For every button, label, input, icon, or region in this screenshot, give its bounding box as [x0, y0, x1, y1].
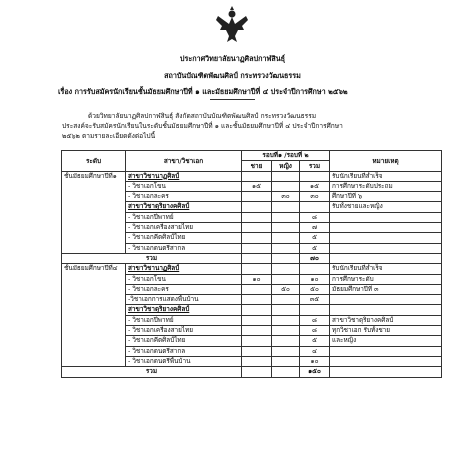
female-cell: ๕๐ — [281, 284, 290, 293]
header-major: สาขา/วิชาเอก — [126, 151, 242, 172]
total-cell-box — [300, 192, 330, 202]
total-cell: ๔ — [312, 346, 317, 355]
female-cell-box — [272, 233, 300, 243]
sum-row — [62, 367, 442, 377]
garuda-emblem-icon — [212, 6, 252, 46]
major-cell: - วิชาเอกดนตรีสากล — [128, 346, 186, 355]
female-cell-box — [272, 284, 300, 294]
level-cell: ชั้นมัธยมศึกษาปีที่๑ — [62, 171, 126, 253]
sum-empty — [330, 367, 442, 377]
male-cell-box — [242, 315, 272, 325]
sum-empty — [242, 253, 272, 263]
female-cell-box — [272, 274, 300, 284]
remark-cell-box — [330, 356, 442, 366]
total-cell-box — [300, 336, 330, 346]
header-level: ระดับ — [62, 151, 126, 172]
female-cell-box — [272, 315, 300, 325]
header-female: หญิง — [272, 161, 300, 171]
sum-value: ๑๕๐ — [300, 367, 330, 377]
major-cell-box — [126, 171, 242, 181]
male-cell-box — [242, 233, 272, 243]
remark-cell-box — [330, 274, 442, 284]
remark-cell: ศึกษาปีที่ ๖ — [332, 192, 363, 201]
remark-cell-box — [330, 212, 442, 222]
remark-cell-box — [330, 295, 442, 305]
major-cell: สาขาวิชานาฏศิลป์ — [128, 264, 180, 273]
table-row — [62, 171, 442, 181]
major-cell: - วิชาเอกปี่พาทย์ — [128, 212, 174, 221]
male-cell-box — [242, 223, 272, 233]
female-cell-box — [272, 223, 300, 233]
major-cell-box — [126, 223, 242, 233]
remark-cell: สาขาวิชาดุริยางคศิลป์ — [332, 315, 394, 324]
total-cell-box — [300, 223, 330, 233]
male-cell-box — [242, 346, 272, 356]
remark-cell: รับนักเรียนที่สำเร็จ — [332, 264, 383, 273]
remark-cell-box — [330, 284, 442, 294]
major-cell: - วิชาเอกดนตรีพื้นบ้าน — [128, 356, 191, 365]
major-cell-box — [126, 315, 242, 325]
total-cell-box — [300, 233, 330, 243]
major-cell-box — [126, 284, 242, 294]
major-cell-box — [126, 233, 242, 243]
sum-label: รวม — [62, 253, 242, 263]
total-cell-box — [300, 326, 330, 336]
remark-cell: การศึกษาระดับ — [332, 274, 374, 283]
male-cell-box — [242, 326, 272, 336]
male-cell-box — [242, 243, 272, 253]
sum-label: รวม — [62, 367, 242, 377]
total-cell-box — [300, 274, 330, 284]
remark-cell-box — [330, 346, 442, 356]
female-cell-box — [272, 202, 300, 212]
total-cell: ๘ — [312, 212, 317, 221]
admission-table — [61, 150, 442, 378]
male-cell: ๑๕ — [252, 181, 261, 190]
total-cell: ๘ — [312, 326, 317, 335]
major-cell: - วิชาเอกคีตศิลป์ไทย — [128, 336, 186, 345]
male-cell-box — [242, 336, 272, 346]
total-cell: ๕ — [312, 243, 317, 252]
announcement-title: ประกาศวิทยาลัยนาฏศิลปกาฬสินธุ์ — [179, 54, 286, 63]
divider — [210, 99, 255, 100]
major-cell: สาขาวิชานาฏศิลป์ — [128, 171, 180, 180]
male-cell: ๑๐ — [252, 274, 261, 283]
female-cell-box — [272, 305, 300, 315]
total-cell: ๑๐ — [310, 274, 319, 283]
total-cell-box — [300, 243, 330, 253]
level-cell: ชั้นมัธยมศึกษาปีที่๔ — [62, 264, 126, 367]
total-cell-box — [300, 284, 330, 294]
remark-cell: ทุกวิชาเอก รับทั้งชาย — [332, 326, 391, 335]
major-cell-box — [126, 346, 242, 356]
total-cell: ๘ — [312, 315, 317, 324]
male-cell-box — [242, 305, 272, 315]
female-cell-box — [272, 212, 300, 222]
total-cell-box — [300, 305, 330, 315]
remark-cell: รับนักเรียนที่สำเร็จ — [332, 171, 383, 180]
remark-cell-box — [330, 181, 442, 191]
female-cell-box — [272, 356, 300, 366]
major-cell: - วิชาเอกละคร — [128, 192, 169, 201]
male-cell-box — [242, 192, 272, 202]
male-cell-box — [242, 171, 272, 181]
major-cell: - วิชาเอกเครื่องสายไทย — [128, 326, 193, 335]
total-cell-box — [300, 212, 330, 222]
total-cell-box — [300, 171, 330, 181]
major-cell-box — [126, 192, 242, 202]
sum-empty — [272, 253, 300, 263]
total-cell-box — [300, 181, 330, 191]
sum-empty — [272, 367, 300, 377]
female-cell-box — [272, 181, 300, 191]
section-m1 — [62, 171, 442, 264]
remark-cell-box — [330, 223, 442, 233]
announcement-subject: เรื่อง การรับสมัครนักเรียนชั้นมัธยมศึกษาปีที่ ๑ และมัธยมศึกษาปีที่ ๔ ประจำปีการศึกษา ๒๕๖๒ — [58, 87, 348, 96]
major-cell-box — [126, 202, 242, 212]
total-cell-box — [300, 346, 330, 356]
total-cell: ๗ — [312, 223, 317, 232]
major-cell: -วิชาเอกการแสดงพื้นบ้าน — [128, 295, 199, 304]
remark-cell-box — [330, 171, 442, 181]
total-cell: ๕ — [312, 336, 317, 345]
remark-cell-box — [330, 192, 442, 202]
intro-line-3: ๒๕๖๒ ตามรายละเอียดดังต่อไปนี้ — [62, 132, 156, 140]
remark-cell-box — [330, 336, 442, 346]
female-cell-box — [272, 243, 300, 253]
major-cell-box — [126, 181, 242, 191]
total-cell-box — [300, 356, 330, 366]
major-cell: - วิชาเอกปี่พาทย์ — [128, 315, 174, 324]
male-cell-box — [242, 181, 272, 191]
table-header-row — [62, 151, 442, 161]
female-cell-box — [272, 192, 300, 202]
table-row — [62, 264, 442, 274]
header-male: ชาย — [242, 161, 272, 171]
major-cell: - วิชาเอกคีตศิลป์ไทย — [128, 233, 186, 242]
sum-empty — [330, 253, 442, 263]
sum-value: ๗๐ — [300, 253, 330, 263]
remark-cell-box — [330, 315, 442, 325]
remark-cell: มัธยมศึกษาปีที่ ๓ — [332, 284, 379, 293]
total-cell: ๓๕ — [309, 295, 320, 304]
total-cell: ๑๕ — [310, 181, 319, 190]
female-cell-box — [272, 336, 300, 346]
major-cell-box — [126, 305, 242, 315]
male-cell-box — [242, 202, 272, 212]
major-cell-box — [126, 336, 242, 346]
major-cell: - วิชาเอกเครื่องสายไทย — [128, 223, 193, 232]
major-cell-box — [126, 264, 242, 274]
major-cell: - วิชาเอกโขน — [128, 181, 166, 190]
total-cell-box — [300, 202, 330, 212]
male-cell-box — [242, 264, 272, 274]
major-cell: - วิชาเอกดนตรีสากล — [128, 243, 186, 252]
intro-line-2: ประสงค์จะรับสมัครนักเรียนในระดับชั้นมัธยมศึกษาปีที่ ๑ และชั้นมัธยมศึกษาปีที่ ๔ ประจำปีการศึกษา — [62, 122, 343, 130]
major-cell-box — [126, 356, 242, 366]
remark-cell-box — [330, 202, 442, 212]
total-cell-box — [300, 264, 330, 274]
intro-line-1: ด้วยวิทยาลัยนาฏศิลปกาฬสินธุ์ สังกัดสถาบันบัณฑิตพัฒนศิลป์ กระทรวงวัฒนธรรม — [88, 112, 317, 120]
female-cell-box — [272, 171, 300, 181]
remark-cell-box — [330, 326, 442, 336]
major-cell-box — [126, 274, 242, 284]
header-remark: หมายเหตุ — [330, 151, 442, 172]
remark-cell: การศึกษาระดับประถม — [332, 181, 393, 190]
major-cell-box — [126, 212, 242, 222]
remark-cell-box — [330, 264, 442, 274]
sum-empty — [242, 367, 272, 377]
male-cell-box — [242, 212, 272, 222]
institute-name: สถาบันบัณฑิตพัฒนศิลป์ กระทรวงวัฒนธรรม — [164, 71, 301, 80]
major-cell-box — [126, 295, 242, 305]
major-cell-box — [126, 326, 242, 336]
remark-cell: รับทั้งชายและหญิง — [332, 202, 383, 211]
header-total: รวม — [300, 161, 330, 171]
remark-cell: และหญิง — [332, 336, 357, 345]
female-cell-box — [272, 326, 300, 336]
total-cell: ๕๐ — [310, 284, 319, 293]
male-cell-box — [242, 356, 272, 366]
female-cell-box — [272, 264, 300, 274]
female-cell-box — [272, 295, 300, 305]
major-cell: สาขาวิชาดุริยางคศิลป์ — [128, 305, 190, 314]
major-cell: - วิชาเอกโขน — [128, 274, 166, 283]
male-cell-box — [242, 295, 272, 305]
total-cell: ๑๐ — [310, 356, 319, 365]
major-cell-box — [126, 243, 242, 253]
sum-row — [62, 253, 442, 263]
female-cell-box — [272, 346, 300, 356]
total-cell: ๓๐ — [310, 192, 319, 201]
male-cell-box — [242, 274, 272, 284]
remark-cell-box — [330, 305, 442, 315]
total-cell-box — [300, 315, 330, 325]
header-round: รอบที่๑ /รอบที่ ๒ — [242, 151, 330, 161]
total-cell-box — [300, 295, 330, 305]
male-cell-box — [242, 284, 272, 294]
major-cell: สาขาวิชาดุริยางคศิลป์ — [128, 202, 190, 211]
remark-cell-box — [330, 243, 442, 253]
major-cell: - วิชาเอกละคร — [128, 284, 169, 293]
female-cell: ๓๐ — [281, 192, 290, 201]
total-cell: ๕ — [312, 233, 317, 242]
section-m4 — [62, 264, 442, 377]
remark-cell-box — [330, 233, 442, 243]
